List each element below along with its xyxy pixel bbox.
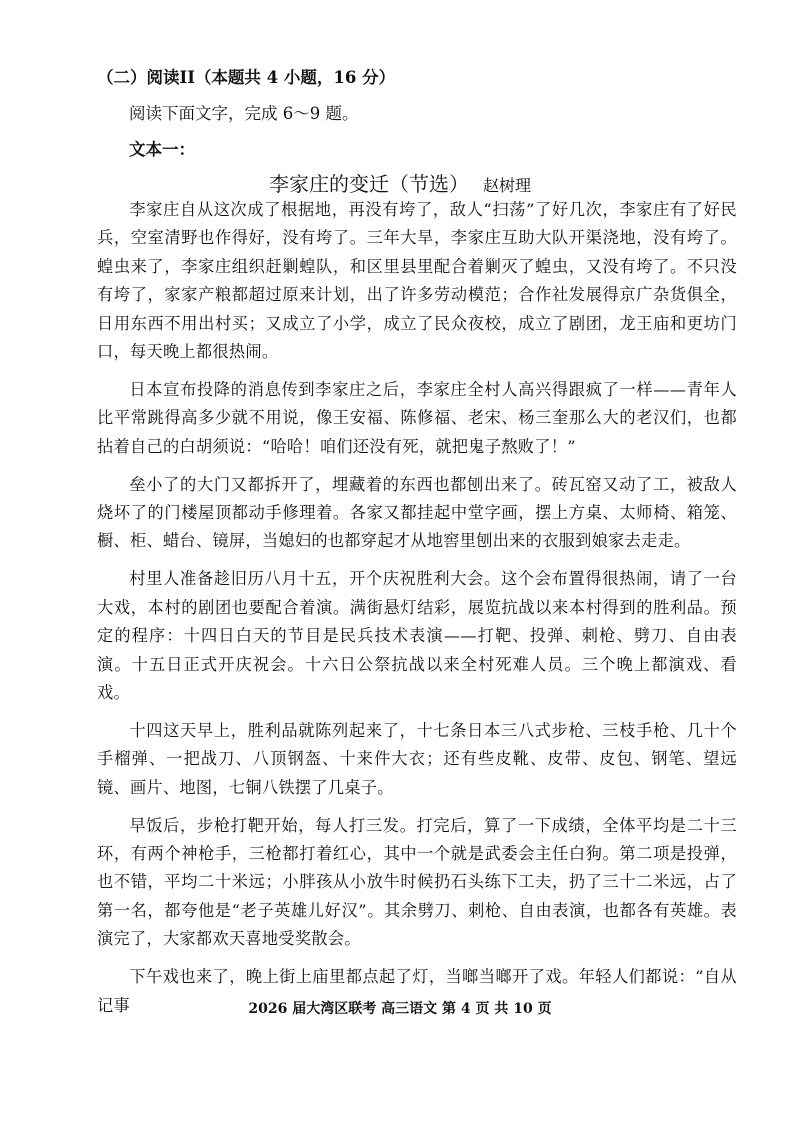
paragraph: 李家庄自从这次成了根据地，再没有垮了，敌人“扫荡”了好几次，李家庄有了好民兵，空室清野也作得好，没有垮了。三年大旱，李家庄互助大队开渠浇地，没有垮了。蝗虫来了，李家庄组织赶剿蝗队，和区里县里配合着剿灭了蝗虫，又没有垮了。不只没有垮了，家家产粮都超过原来计划，出了许多劳动模范；合作社发展得京广杂货俱全，日用东西不用出村买；又成立了小学，成立了民众夜校，成立了剧团，龙王庙和更坊门口，每天晚上都很热闹。 [97,200,737,362]
paragraph: 下午戏也来了，晚上街上庙里都点起了灯，当啷当啷开了戏。年轻人们都说：“自从记事 [97,967,737,1015]
instruction-text: 阅读下面文字，完成 6～9 题。 [129,104,359,123]
section-heading: （二）阅读II（本题共 4 小题，16 分） [97,68,396,87]
paragraph: 日本宣布投降的消息传到李家庄之后，李家庄全村人高兴得跟疯了一样——青年人比平常跳得高多少就不用说，像王安福、陈修福、老宋、杨三奎那么大的老汉们，也都拈着自己的白胡须说：“哈哈！咱们还没有死，就把鬼子熬败了！” [97,379,737,456]
paragraph: 村里人准备趁旧历八月十五，开个庆祝胜利大会。这个会布置得很热闹，请了一台大戏，本村的剧团也要配合着演。满街悬灯结彩，展览抗战以来本村得到的胜利品。预定的程序：十四日白天的节目是民兵技术表演——打靶、投弹、刺枪、劈刀、自由表演。十五日正式开庆祝会。十六日公祭抗战以来全村死难人员。三个晚上都演戏、看戏。 [97,569,737,702]
article-title [0,168,800,197]
article-body [97,196,737,1029]
paragraph: 早饭后，步枪打靶开始，每人打三发。打完后，算了一下成绩，全体平均是二十三环，有两个神枪手，三枪都打着红心，其中一个就是武委会主任白狗。第二项是投弹，也不错，平均二十米远；小胖孩从小放牛时候扔石头练下工夫，扔了三十二米远，占了第一名，都夸他是“老子英雄儿好汉”。其余劈刀、刺枪、自由表演，也都各有英雄。表演完了，大家都欢天喜地受奖散会。 [97,815,737,949]
article-author: 赵树理 [482,176,531,195]
text-label: 文本一： [129,140,195,159]
page-footer: 2026 届大湾区联考 高三语文 第 4 页 共 10 页 [248,1001,552,1017]
paragraph: 垒小了的大门又都拆开了，埋藏着的东西也都刨出来了。砖瓦窑又动了工，被敌人烧坏了的门楼屋顶都动手修理着。各家又都挂起中堂字画，摆上方桌、太师椅、箱笼、橱、柜、蜡台、镜屏，当媳妇的也都穿起才从地窖里刨出来的衣服到娘家去走走。 [97,474,737,551]
paragraph: 十四这天早上，胜利品就陈列起来了，十七条日本三八式步枪、三枝手枪、几十个手榴弹、一把战刀、八顶钢盔、十来件大衣；还有些皮靴、皮带、皮包、钢笔、望远镜、画片、地图，七铜八铁摆了几桌子。 [97,720,737,797]
article-title-text: 李家庄的变迁（节选） [268,172,469,196]
